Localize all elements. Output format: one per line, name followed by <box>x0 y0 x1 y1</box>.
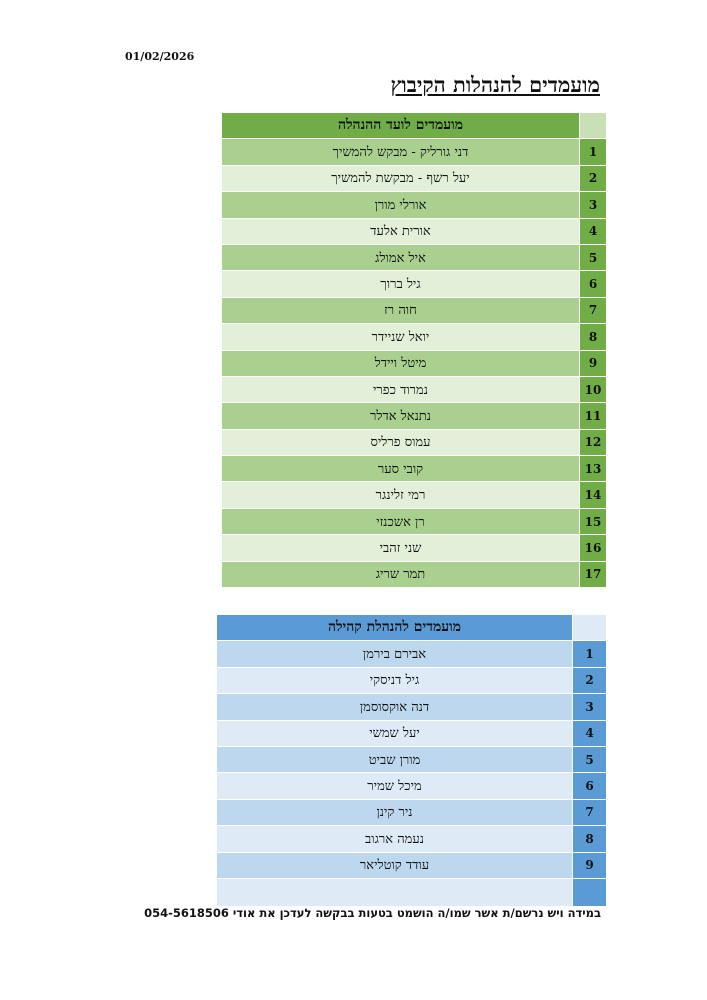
row-number: 17 <box>580 561 607 587</box>
table-row <box>222 244 607 270</box>
row-number: 4 <box>573 720 607 746</box>
table-row <box>217 694 607 720</box>
community-table-header: מועמדים להנהלת קהילה <box>217 615 573 641</box>
row-number: 9 <box>573 852 607 878</box>
table-row <box>217 641 607 667</box>
row-number: 4 <box>580 218 607 244</box>
row-number: 1 <box>580 139 607 165</box>
candidate-name <box>217 878 573 906</box>
table-row <box>222 271 607 297</box>
row-number: 16 <box>580 535 607 561</box>
table-row <box>222 456 607 482</box>
row-number: 9 <box>580 350 607 376</box>
candidate-name: נעמה ארגוב <box>217 826 573 852</box>
candidate-name: קובי סער <box>222 456 580 482</box>
table-row <box>222 403 607 429</box>
row-number: 6 <box>580 271 607 297</box>
table-row <box>217 720 607 746</box>
candidate-name: עודד קוטליאר <box>217 852 573 878</box>
candidate-name: מיטל ויידל <box>222 350 580 376</box>
row-number: 10 <box>580 376 607 402</box>
board-candidates-table <box>221 112 607 588</box>
board-table-header-row <box>222 113 607 139</box>
page-title: מועמדים להנהלות הקיבוץ <box>390 72 600 97</box>
table-row <box>222 429 607 455</box>
candidate-name: רן אשכנזי <box>222 508 580 534</box>
table-row <box>222 482 607 508</box>
table-row <box>222 297 607 323</box>
candidate-name: גיל דניסקי <box>217 667 573 693</box>
row-number: 8 <box>573 826 607 852</box>
row-number: 12 <box>580 429 607 455</box>
row-number: 7 <box>573 799 607 825</box>
table-row <box>222 350 607 376</box>
candidate-name: גיל ברוך <box>222 271 580 297</box>
table-row <box>222 192 607 218</box>
table-row <box>217 773 607 799</box>
candidate-name: מיכל שמיר <box>217 773 573 799</box>
row-number: 2 <box>580 165 607 191</box>
candidate-name: תמר שריג <box>222 561 580 587</box>
table-row <box>217 852 607 878</box>
candidate-name: חוה רז <box>222 297 580 323</box>
candidate-name: נמרוד כפרי <box>222 376 580 402</box>
row-number: 1 <box>573 641 607 667</box>
row-number: 15 <box>580 508 607 534</box>
row-number: 7 <box>580 297 607 323</box>
header-number-cell <box>580 113 607 139</box>
table-row <box>217 799 607 825</box>
row-number: 14 <box>580 482 607 508</box>
document-date: 01/02/2026 <box>125 50 195 63</box>
row-number: 11 <box>580 403 607 429</box>
table-row <box>222 535 607 561</box>
table-row <box>222 218 607 244</box>
row-number: 8 <box>580 324 607 350</box>
table-row <box>217 826 607 852</box>
candidate-name: מורן שביט <box>217 746 573 772</box>
header-number-cell <box>573 615 607 641</box>
community-candidates-table <box>216 614 607 907</box>
candidate-name: יעל שמשי <box>217 720 573 746</box>
candidate-name: דנה אוקסוסמן <box>217 694 573 720</box>
row-number: 5 <box>573 746 607 772</box>
candidate-name: יואל שניידר <box>222 324 580 350</box>
candidate-name: שני זהבי <box>222 535 580 561</box>
candidate-name: אורית אלעד <box>222 218 580 244</box>
table-row <box>222 376 607 402</box>
row-number: 13 <box>580 456 607 482</box>
row-number: 3 <box>573 694 607 720</box>
row-number <box>573 878 607 906</box>
candidate-name: נתנאל אדלר <box>222 403 580 429</box>
candidate-name: אורלי מורן <box>222 192 580 218</box>
table-row <box>222 139 607 165</box>
candidate-name: דני גורליק - מבקש להמשיך <box>222 139 580 165</box>
candidate-name: יעל רשף - מבקשת להמשיך <box>222 165 580 191</box>
candidate-name: רמי זלינגר <box>222 482 580 508</box>
table-row <box>217 667 607 693</box>
board-table-header: מועמדים לועד ההנהלה <box>222 113 580 139</box>
row-number: 5 <box>580 244 607 270</box>
candidate-name: אבירם בירמן <box>217 641 573 667</box>
candidate-name: איל אמולג <box>222 244 580 270</box>
footer-note: במידה ויש נרשם/ת אשר שמו/ה הושמט בטעות בבקשה לעדכן את אודי 054-5618506 <box>144 906 601 920</box>
community-table-header-row <box>217 615 607 641</box>
table-row <box>222 324 607 350</box>
candidate-name: עמוס פרליס <box>222 429 580 455</box>
row-number: 3 <box>580 192 607 218</box>
table-row <box>217 746 607 772</box>
table-row <box>222 561 607 587</box>
empty-row <box>217 878 607 906</box>
row-number: 6 <box>573 773 607 799</box>
candidate-name: ניר קינן <box>217 799 573 825</box>
table-row <box>222 165 607 191</box>
table-row <box>222 508 607 534</box>
row-number: 2 <box>573 667 607 693</box>
